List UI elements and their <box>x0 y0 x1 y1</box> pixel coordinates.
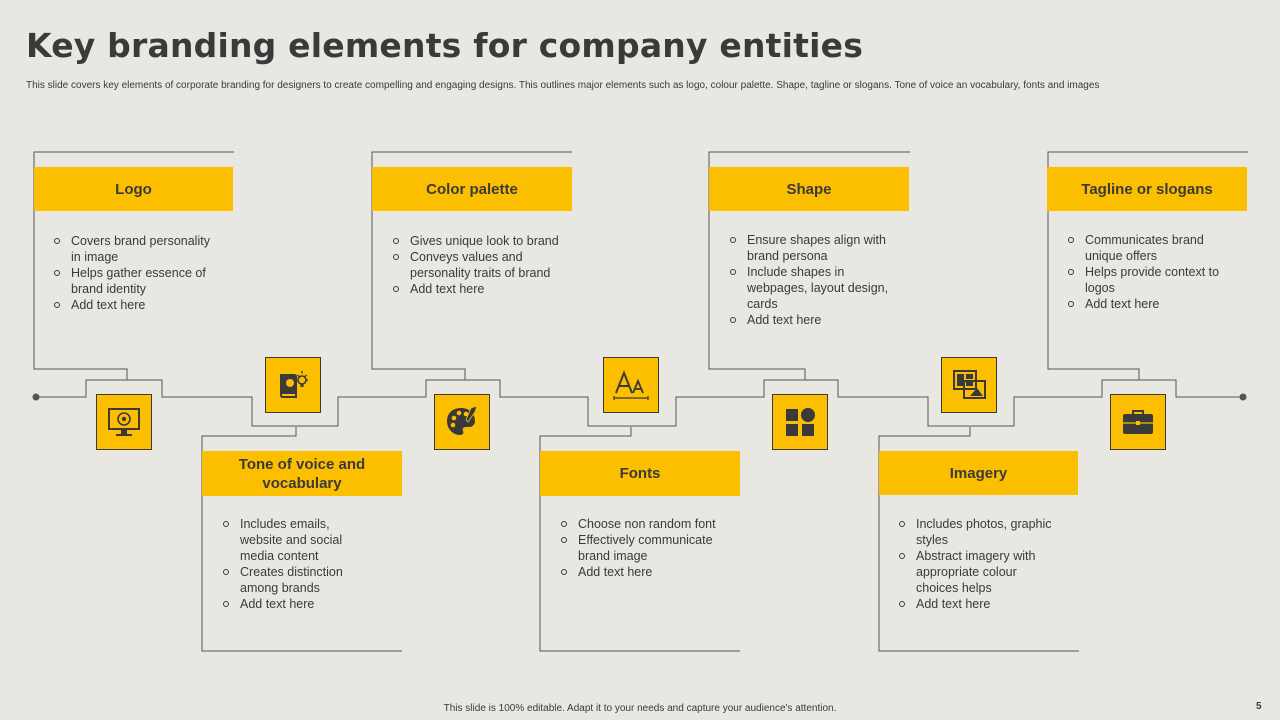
page-title: Key branding elements for company entities <box>26 26 864 65</box>
list-item: Add text here <box>221 596 371 612</box>
list-item: Includes emails, website and social media content <box>221 516 371 564</box>
card-header-color-palette: Color palette <box>372 167 572 211</box>
list-item: Add text here <box>559 564 735 580</box>
shapes-icon <box>782 404 818 440</box>
card-header-tone-of-voice: Tone of voice and vocabulary <box>202 451 402 496</box>
page-number: 5 <box>1256 701 1262 712</box>
font-size-icon <box>611 367 651 403</box>
imagery-bullet-list <box>897 516 1057 612</box>
tagline-icon-box <box>1110 394 1166 450</box>
list-item: Communicates brand unique offers <box>1066 232 1238 264</box>
briefcase-icon <box>1120 404 1156 440</box>
card-header-fonts: Fonts <box>540 451 740 496</box>
list-item: Add text here <box>897 596 1057 612</box>
list-item: Add text here <box>391 281 576 297</box>
list-item: Gives unique look to brand <box>391 233 576 249</box>
list-item: Abstract imagery with appropriate colour choices helps <box>897 548 1057 596</box>
shape-icon-box <box>772 394 828 450</box>
list-item: Includes photos, graphic styles <box>897 516 1057 548</box>
list-item: Helps gather essence of brand identity <box>52 265 212 297</box>
list-item: Ensure shapes align with brand persona <box>728 232 904 264</box>
tone-of-voice-icon-box <box>265 357 321 413</box>
fonts-icon-box <box>603 357 659 413</box>
list-item: Conveys values and personality traits of brand <box>391 249 576 281</box>
list-item: Effectively communicate brand image <box>559 532 735 564</box>
logo-bullet-list <box>52 233 212 313</box>
list-item: Helps provide context to logos <box>1066 264 1238 296</box>
imagery-icon-box <box>941 357 997 413</box>
image-gallery-icon <box>951 367 987 403</box>
fonts-bullet-list <box>559 516 735 580</box>
card-header-logo: Logo <box>34 167 233 211</box>
list-item: Creates distinction among brands <box>221 564 371 596</box>
paint-palette-icon <box>444 404 480 440</box>
tagline-bullet-list <box>1066 232 1238 312</box>
color-palette-icon-box <box>434 394 490 450</box>
logo-icon-box <box>96 394 152 450</box>
footer-note: This slide is 100% editable. Adapt it to your needs and capture your audience's attention. <box>443 703 837 714</box>
list-item: Add text here <box>1066 296 1238 312</box>
card-header-tagline: Tagline or slogans <box>1047 167 1247 211</box>
book-lightbulb-icon <box>275 367 311 403</box>
list-item: Add text here <box>52 297 212 313</box>
list-item: Add text here <box>728 312 904 328</box>
shape-bullet-list <box>728 232 904 328</box>
tone-of-voice-bullet-list <box>221 516 371 612</box>
card-header-imagery: Imagery <box>879 451 1078 495</box>
color-palette-bullet-list <box>391 233 576 297</box>
monitor-target-icon <box>106 404 142 440</box>
list-item: Choose non random font <box>559 516 735 532</box>
list-item: Include shapes in webpages, layout design, cards <box>728 264 904 312</box>
page-subtitle: This slide covers key elements of corporate branding for designers to create compelling and engaging designs. This outlines major elements such as logo, colour palette. Shape, tagline or slogans. Tone of voice an vocabulary, fonts and images <box>26 80 1100 91</box>
list-item: Covers brand personality in image <box>52 233 212 265</box>
card-header-shape: Shape <box>709 167 909 211</box>
